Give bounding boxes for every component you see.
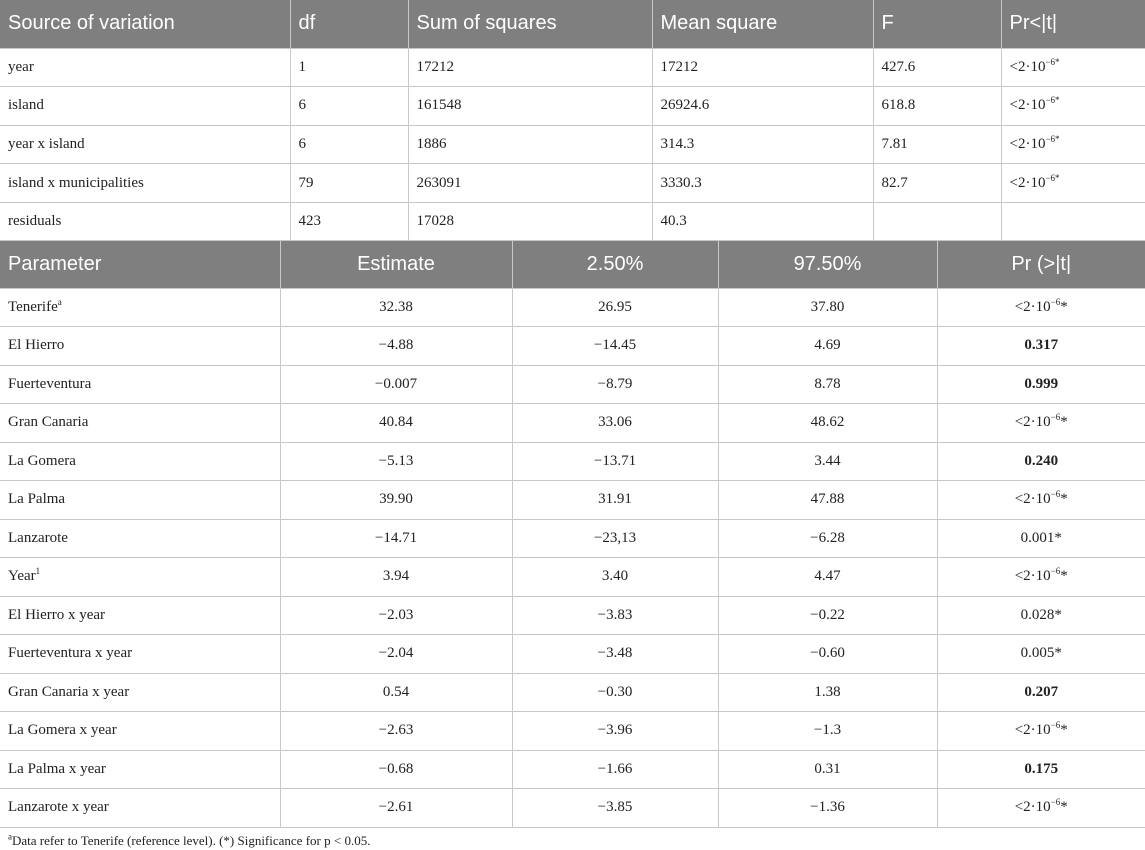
source-cell: year xyxy=(0,48,290,87)
ci-low-cell: −3.85 xyxy=(512,789,718,828)
estimate-cell: −2.03 xyxy=(280,596,512,635)
ci-high-cell: −0.60 xyxy=(718,635,937,674)
p-value-cell xyxy=(937,404,1145,443)
parameter-name-cell xyxy=(0,442,280,481)
p-value-base: <2·10 xyxy=(1014,491,1051,508)
footnote-marker: a xyxy=(8,831,12,842)
f-cell xyxy=(873,202,1001,241)
table-row xyxy=(0,635,1145,674)
ci-high-cell: 3.44 xyxy=(718,442,937,481)
p-value-exponent: −6 xyxy=(1050,489,1061,500)
parameter-name-cell xyxy=(0,288,280,327)
mean-square-cell: 26924.6 xyxy=(652,87,873,126)
table-row xyxy=(0,288,1145,327)
parameter-name: Fuerteventura xyxy=(8,375,92,392)
sum-of-squares-cell: 263091 xyxy=(408,164,652,203)
p-value-base: <2·10 xyxy=(1009,174,1046,191)
parameter-name-cell xyxy=(0,481,280,520)
parameter-table xyxy=(0,241,1145,828)
ci-high-cell: 48.62 xyxy=(718,404,937,443)
estimate-cell: −2.61 xyxy=(280,789,512,828)
ci-high-cell: 4.47 xyxy=(718,558,937,597)
p-value-base: 0.999 xyxy=(1024,375,1059,392)
parameter-name-cell xyxy=(0,404,280,443)
p-value-base: <2·10 xyxy=(1014,799,1051,816)
ci-high-cell: 37.80 xyxy=(718,288,937,327)
p-value-base: <2·10 xyxy=(1014,568,1051,585)
table-row xyxy=(0,558,1145,597)
p-value-cell xyxy=(937,442,1145,481)
ci-low-cell: −1.66 xyxy=(512,750,718,789)
p-value-base: 0.028* xyxy=(1020,606,1062,623)
estimate-cell: −5.13 xyxy=(280,442,512,481)
table-row xyxy=(0,673,1145,712)
df-cell: 6 xyxy=(290,125,408,164)
p-value-tail: * xyxy=(1060,298,1068,315)
table-row xyxy=(0,442,1145,481)
table-row xyxy=(0,164,1145,203)
p-value-cell xyxy=(937,365,1145,404)
estimate-cell: 39.90 xyxy=(280,481,512,520)
estimate-cell: 3.94 xyxy=(280,558,512,597)
p-value-cell xyxy=(937,635,1145,674)
table-row xyxy=(0,87,1145,126)
p-value-exponent: −6* xyxy=(1045,56,1060,67)
header-ci-high: 97.50% xyxy=(718,241,937,288)
mean-square-cell: 3330.3 xyxy=(652,164,873,203)
header-f: F xyxy=(873,0,1001,48)
p-value-base: <2·10 xyxy=(1014,414,1051,431)
ci-high-cell: −6.28 xyxy=(718,519,937,558)
parameter-name: El Hierro x year xyxy=(8,606,106,623)
ci-low-cell: −3.83 xyxy=(512,596,718,635)
p-value-exponent: −6 xyxy=(1050,412,1061,423)
p-value-cell xyxy=(1001,164,1145,203)
parameter-name-cell xyxy=(0,789,280,828)
p-value-base: <2·10 xyxy=(1009,135,1046,152)
p-value-cell xyxy=(937,327,1145,366)
parameter-name-cell xyxy=(0,596,280,635)
table-row xyxy=(0,404,1145,443)
p-value-cell xyxy=(937,288,1145,327)
footnote xyxy=(8,833,370,849)
df-cell: 79 xyxy=(290,164,408,203)
table-row xyxy=(0,327,1145,366)
estimate-cell: 40.84 xyxy=(280,404,512,443)
df-cell: 6 xyxy=(290,87,408,126)
estimate-cell: −2.04 xyxy=(280,635,512,674)
p-value-cell xyxy=(937,673,1145,712)
table-row xyxy=(0,202,1145,241)
p-value-base: <2·10 xyxy=(1014,298,1051,315)
estimate-cell: 0.54 xyxy=(280,673,512,712)
p-value-cell xyxy=(937,481,1145,520)
df-cell: 1 xyxy=(290,48,408,87)
p-value-exponent: −6* xyxy=(1045,172,1060,183)
parameter-name: La Palma x year xyxy=(8,760,106,777)
parameter-name-cell xyxy=(0,712,280,751)
ci-high-cell: 0.31 xyxy=(718,750,937,789)
sum-of-squares-cell: 1886 xyxy=(408,125,652,164)
p-value-base: <2·10 xyxy=(1009,58,1046,75)
parameter-name-cell xyxy=(0,635,280,674)
header-ci-low: 2.50% xyxy=(512,241,718,288)
header-pr: Pr<|t| xyxy=(1001,0,1145,48)
p-value-cell xyxy=(937,750,1145,789)
header-source: Source of variation xyxy=(0,0,290,48)
mean-square-cell: 40.3 xyxy=(652,202,873,241)
parameter-header-row xyxy=(0,241,1145,288)
p-value-base: 0.317 xyxy=(1024,337,1059,354)
ci-low-cell: 33.06 xyxy=(512,404,718,443)
p-value-base: 0.207 xyxy=(1024,683,1059,700)
f-cell: 427.6 xyxy=(873,48,1001,87)
table-row xyxy=(0,712,1145,751)
sum-of-squares-cell: 17212 xyxy=(408,48,652,87)
footnote-text: Data refer to Tenerife (reference level). (*) Significance for p < 0.05. xyxy=(12,833,371,848)
ci-low-cell: −13.71 xyxy=(512,442,718,481)
table-row xyxy=(0,48,1145,87)
parameter-name-cell xyxy=(0,750,280,789)
parameter-name: La Gomera xyxy=(8,452,76,469)
p-value-cell xyxy=(937,558,1145,597)
estimate-cell: −2.63 xyxy=(280,712,512,751)
ci-low-cell: −14.45 xyxy=(512,327,718,366)
header-df: df xyxy=(290,0,408,48)
p-value-cell xyxy=(937,789,1145,828)
parameter-name: Lanzarote x year xyxy=(8,799,109,816)
estimate-cell: −4.88 xyxy=(280,327,512,366)
parameter-name: Tenerife xyxy=(8,298,58,315)
p-value-cell xyxy=(1001,87,1145,126)
mean-square-cell: 17212 xyxy=(652,48,873,87)
p-value-cell xyxy=(1001,125,1145,164)
p-value-base: 0.001* xyxy=(1020,529,1062,546)
p-value-tail: * xyxy=(1060,414,1068,431)
header-mean-square: Mean square xyxy=(652,0,873,48)
ci-high-cell: −1.36 xyxy=(718,789,937,828)
p-value-cell xyxy=(937,519,1145,558)
f-cell: 82.7 xyxy=(873,164,1001,203)
estimate-cell: −0.68 xyxy=(280,750,512,789)
parameter-name-sup: a xyxy=(57,296,62,307)
header-sum-of-squares: Sum of squares xyxy=(408,0,652,48)
p-value-base: 0.175 xyxy=(1024,760,1059,777)
estimate-cell: 32.38 xyxy=(280,288,512,327)
parameter-name-cell xyxy=(0,365,280,404)
source-cell: island xyxy=(0,87,290,126)
ci-high-cell: 47.88 xyxy=(718,481,937,520)
p-value-base: <2·10 xyxy=(1009,97,1046,114)
p-value-exponent: −6 xyxy=(1050,566,1061,577)
parameter-name-cell xyxy=(0,327,280,366)
table-row xyxy=(0,750,1145,789)
estimate-cell: −0.007 xyxy=(280,365,512,404)
ci-low-cell: −3.48 xyxy=(512,635,718,674)
ci-low-cell: 3.40 xyxy=(512,558,718,597)
parameter-name: La Gomera x year xyxy=(8,722,117,739)
source-cell: year x island xyxy=(0,125,290,164)
table-row xyxy=(0,789,1145,828)
p-value-tail: * xyxy=(1060,491,1068,508)
parameter-name-cell xyxy=(0,558,280,597)
ci-high-cell: 8.78 xyxy=(718,365,937,404)
table-row xyxy=(0,125,1145,164)
header-p-value: Pr (>|t| xyxy=(937,241,1145,288)
p-value-tail: * xyxy=(1060,722,1068,739)
anova-header-row xyxy=(0,0,1145,48)
estimate-cell: −14.71 xyxy=(280,519,512,558)
parameter-name: Year xyxy=(8,568,36,585)
sum-of-squares-cell: 17028 xyxy=(408,202,652,241)
p-value-exponent: −6 xyxy=(1050,720,1061,731)
parameter-name: Gran Canaria x year xyxy=(8,683,130,700)
parameter-name: La Palma xyxy=(8,491,66,508)
p-value-base: <2·10 xyxy=(1014,722,1051,739)
ci-low-cell: 26.95 xyxy=(512,288,718,327)
ci-high-cell: 1.38 xyxy=(718,673,937,712)
parameter-name: Fuerteventura x year xyxy=(8,645,133,662)
df-cell: 423 xyxy=(290,202,408,241)
p-value-tail: * xyxy=(1060,799,1068,816)
sum-of-squares-cell: 161548 xyxy=(408,87,652,126)
table-row xyxy=(0,365,1145,404)
p-value-tail: * xyxy=(1060,568,1068,585)
p-value-cell xyxy=(1001,48,1145,87)
header-parameter: Parameter xyxy=(0,241,280,288)
p-value-cell xyxy=(937,596,1145,635)
ci-low-cell: −8.79 xyxy=(512,365,718,404)
p-value-exponent: −6* xyxy=(1045,133,1060,144)
p-value-exponent: −6 xyxy=(1050,296,1061,307)
mean-square-cell: 314.3 xyxy=(652,125,873,164)
parameter-name-cell xyxy=(0,519,280,558)
parameter-name: Gran Canaria xyxy=(8,414,89,431)
p-value-exponent: −6 xyxy=(1050,797,1061,808)
anova-table xyxy=(0,0,1145,241)
parameter-name: El Hierro xyxy=(8,337,65,354)
parameter-name-sup: 1 xyxy=(35,566,41,577)
ci-high-cell: 4.69 xyxy=(718,327,937,366)
ci-low-cell: −0.30 xyxy=(512,673,718,712)
ci-low-cell: −23,13 xyxy=(512,519,718,558)
p-value-base: 0.240 xyxy=(1024,452,1059,469)
ci-low-cell: −3.96 xyxy=(512,712,718,751)
f-cell: 7.81 xyxy=(873,125,1001,164)
table-row xyxy=(0,481,1145,520)
f-cell: 618.8 xyxy=(873,87,1001,126)
table-row xyxy=(0,596,1145,635)
p-value-base: 0.005* xyxy=(1020,645,1062,662)
ci-low-cell: 31.91 xyxy=(512,481,718,520)
p-value-cell xyxy=(1001,202,1145,241)
table-row xyxy=(0,519,1145,558)
parameter-name: Lanzarote xyxy=(8,529,68,546)
ci-high-cell: −1.3 xyxy=(718,712,937,751)
header-estimate: Estimate xyxy=(280,241,512,288)
p-value-exponent: −6* xyxy=(1045,95,1060,106)
ci-high-cell: −0.22 xyxy=(718,596,937,635)
p-value-cell xyxy=(937,712,1145,751)
parameter-name-cell xyxy=(0,673,280,712)
source-cell: island x municipalities xyxy=(0,164,290,203)
source-cell: residuals xyxy=(0,202,290,241)
